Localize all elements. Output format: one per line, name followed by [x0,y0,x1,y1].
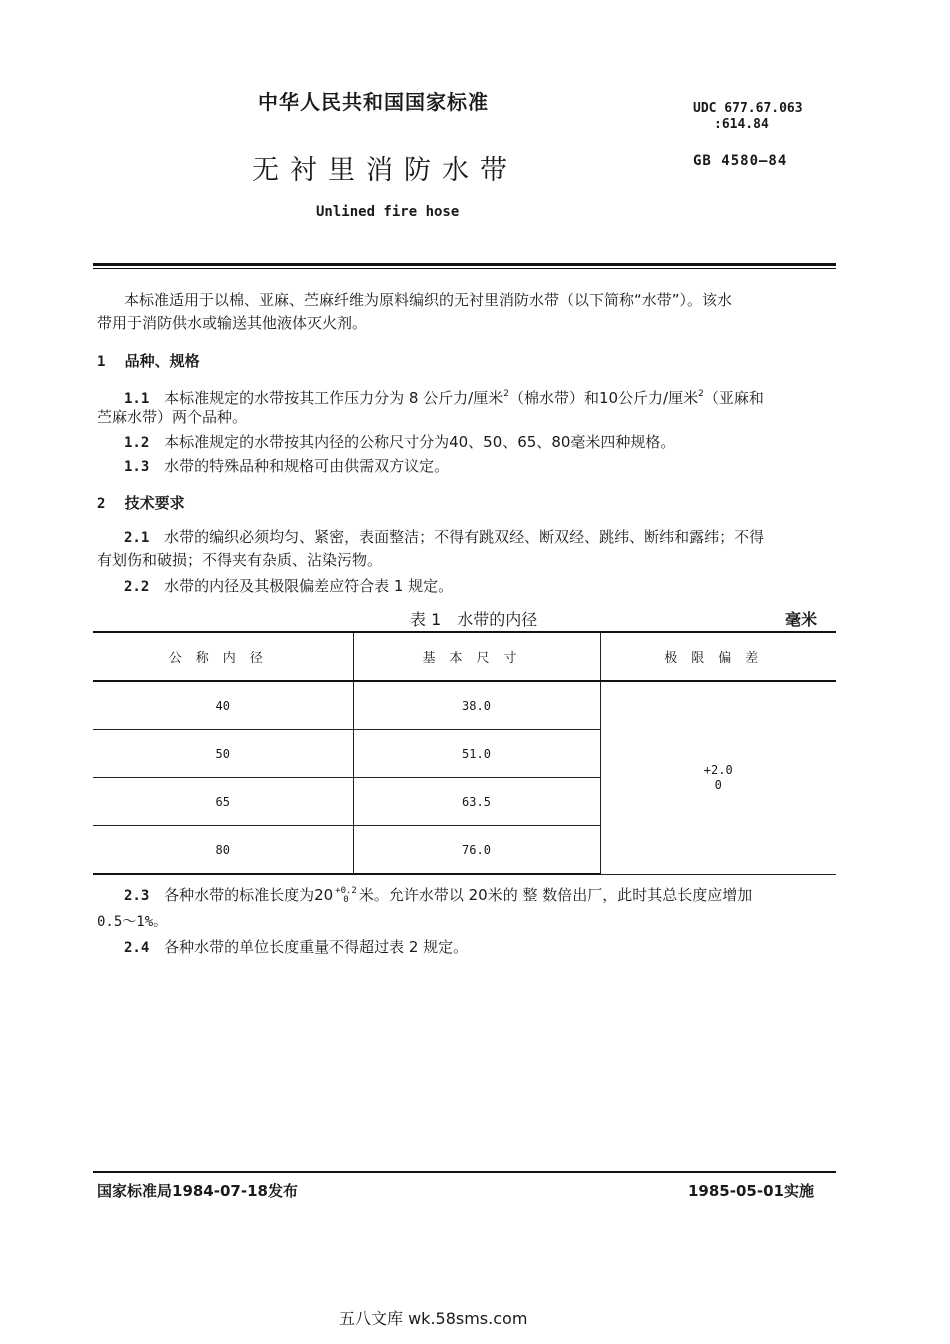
column-header: 公称内径 [93,632,353,681]
section-1-heading [97,350,200,371]
clause-2-4 [124,937,468,959]
nominal-diameter-cell: 40 [93,681,353,730]
intro-line-1: 本标准适用于以棉、亚麻、苎麻纤维为原料编织的无衬里消防水带（以下简称“水带”）。该水 [124,291,733,309]
clause-1-1-line-2: 苎麻水带）两个品种。 [97,408,248,426]
clause-2-1-line-2: 有划伤和破损；不得夹有杂质、沾染污物。 [97,551,383,569]
inner-diameter-table [93,631,836,875]
header-rule [93,263,836,266]
clause-text: （亚麻和 [703,389,764,407]
clause-number: 2.2 [124,579,150,595]
clause-number: 1.3 [124,459,150,475]
udc-code: UDC 677.67.063 [693,101,803,116]
clause-number: 2.3 [124,888,150,904]
clause-number: 1.1 [124,391,150,407]
intro-line-2: 带用于消防供水或输送其他液体灭火剂。 [97,314,368,332]
clause-text: （棉水带）和10公斤力/厘米 [508,389,699,407]
nominal-diameter-cell: 80 [93,826,353,875]
clause-text: 本标准规定的水带按其内径的公称尺寸分为40、50、65、80毫米四种规格。 [164,433,676,451]
gb-number: GB 4580—84 [693,153,788,169]
deviation-lower: 0 [714,777,722,792]
site-watermark: 五八文库 wk.58sms.com [339,1309,528,1328]
footer-rule [93,1171,836,1173]
udc-code-continued: :614.84 [714,117,769,132]
column-header: 基本尺寸 [353,632,600,681]
clause-number: 1.2 [124,435,150,451]
tolerance-upper: +0.2 [335,885,357,896]
table-header-row [93,632,836,681]
clause-2-3-line-2: 0.5～1%。 [97,914,168,930]
section-number: 1 [97,354,106,370]
org-title: 中华人民共和国国家标准 [258,90,489,114]
clause-2-1 [124,527,764,549]
column-header: 极限偏差 [600,632,836,681]
clause-2-3 [124,885,752,907]
section-title: 品种、规格 [124,352,200,370]
deviation-cell [600,681,836,874]
clause-text: 各种水带的标准长度为20 [164,886,334,904]
clause-text: 水带的编织必须均匀、紧密，表面整洁；不得有跳双经、断双经、跳纬、断纬和露纬；不得 [164,528,765,546]
section-2-heading [97,492,185,513]
table-unit: 毫米 [785,610,818,629]
nominal-diameter-cell: 65 [93,778,353,826]
clause-1-2 [124,432,675,454]
clause-2-2 [124,576,453,598]
clause-number: 2.1 [124,530,150,546]
clause-text: 米。允许水带以 20米的 整 数倍出厂，此时其总长度应增加 [358,886,753,904]
basic-size-cell: 38.0 [353,681,600,730]
english-title: Unlined fire hose [316,204,460,220]
clause-number: 2.4 [124,940,150,956]
table-row [93,681,836,730]
clause-1-3 [124,456,449,478]
issue-date: 国家标准局1984-07-18发布 [97,1182,298,1200]
deviation-upper: +2.0 [703,762,733,777]
superscript: 2 [503,389,509,399]
section-number: 2 [97,496,106,512]
basic-size-cell: 63.5 [353,778,600,826]
nominal-diameter-cell: 50 [93,730,353,778]
document-title: 无衬里消防水带 [252,155,518,186]
section-title: 技术要求 [124,494,185,512]
table-caption: 表 1 水带的内径 [410,610,538,629]
superscript: 2 [698,389,704,399]
basic-size-cell: 76.0 [353,826,600,875]
clause-text: 本标准规定的水带按其工作压力分为 8 公斤力/厘米 [164,389,504,407]
tolerance-lower: 0 [343,894,349,905]
clause-text: 各种水带的单位长度重量不得超过表 2 规定。 [164,938,469,956]
header-rule-thin [93,268,836,269]
basic-size-cell: 51.0 [353,730,600,778]
length-tolerance [335,887,357,905]
clause-text: 水带的特殊品种和规格可由供需双方议定。 [164,457,450,475]
effective-date: 1985-05-01实施 [688,1182,814,1200]
clause-text: 水带的内径及其极限偏差应符合表 1 规定。 [164,577,454,595]
